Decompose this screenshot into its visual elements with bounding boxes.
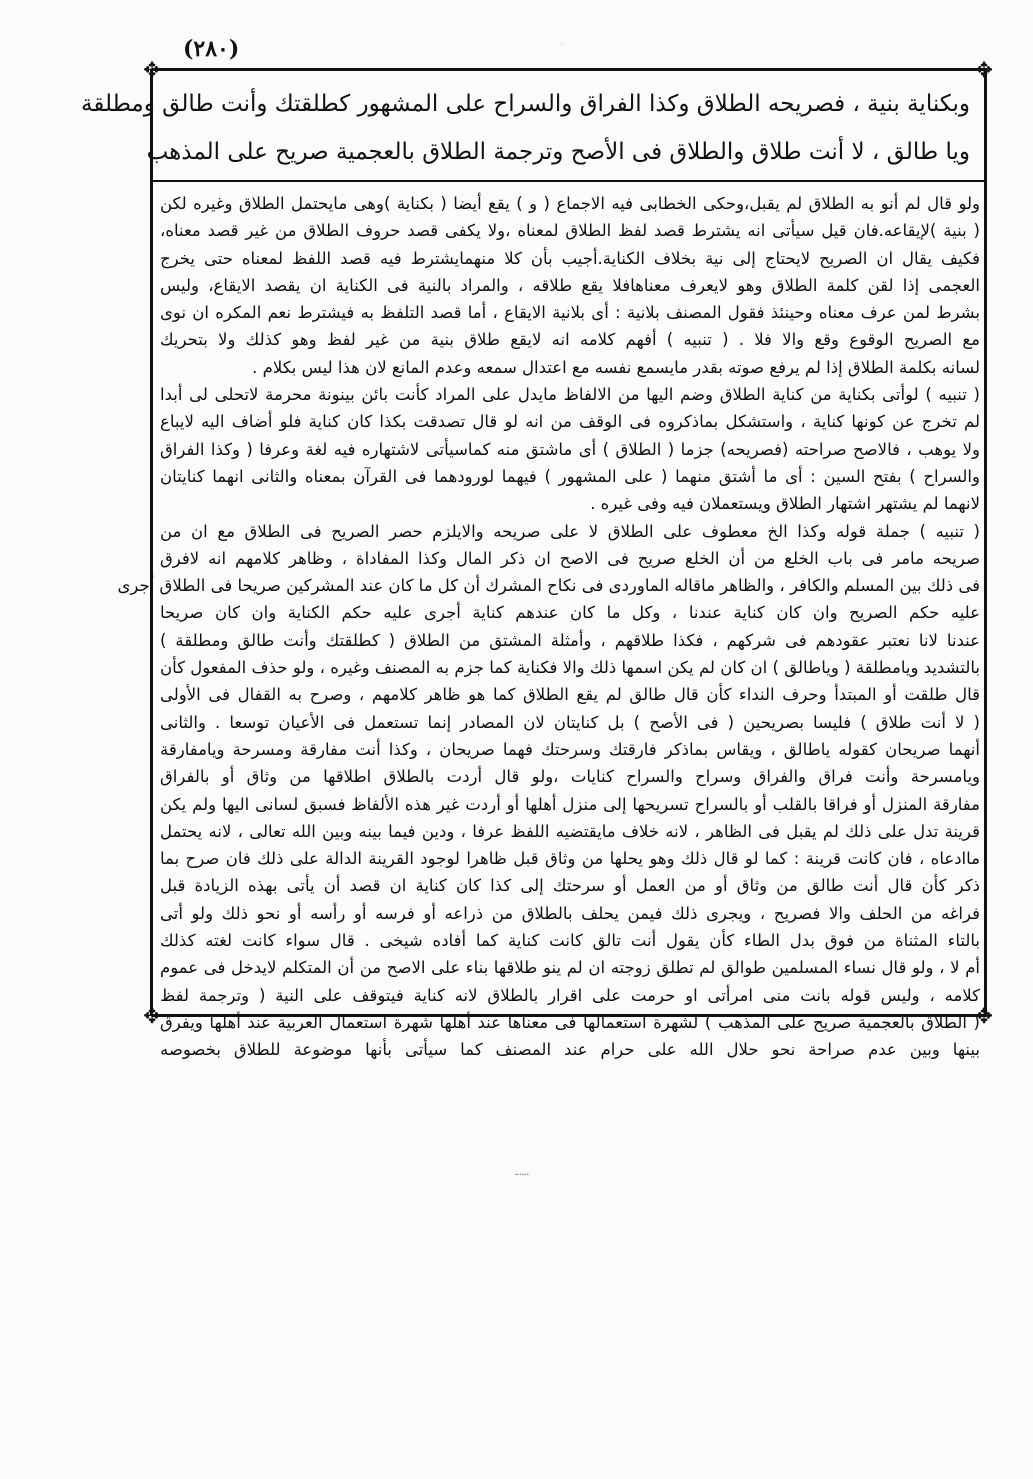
sharh-line: قرينة تدل على ذلك لم يقبل فى الظاهر ، لانه خلاف مايقتضيه اللفظ عرفا ، ودين فيما بينه وبين الله تعالى ، لانه يحتمل <box>160 821 980 841</box>
matn-line: ويا طالق ، لا أنت طلاق والطلاق فى الأصح وترجمة الطلاق بالعجمية صريح على المذهب <box>146 139 970 165</box>
sharh-line: العجمى إذا لقن كلمة الطلاق وهو لايعرف معناهافلا يقع طلاقه ، والمراد بالنية فى الكناية ان يقصد الايقاع، وليس <box>160 275 980 295</box>
sharh-line: ماادعاه ، فان كانت قرينة : كما لو قال ذلك وهو يحلها من وثاق قبل ظاهرا لوجود القرينة الدالة على ذلك فان صرح بما <box>160 849 980 869</box>
sharh-line: صريحه مامر فى باب الخلع من أن الخلع صريح فى الاصح ان ذكر المال وكذا المفاداة ، وظاهر كلامهم انه لافرق <box>160 548 980 568</box>
top-rule <box>152 68 987 71</box>
corner-ornament-bottom-left-icon: ✥ <box>143 1004 161 1028</box>
sharh-line: والسراح ) بفتح السين : أى ما أشتق منهما ( على المشهور ) فيهما لورودهما فى القرآن بمعناه والثانى انهما كنايتان <box>160 466 980 486</box>
sharh-line: لانهما لم يشتهر اشتهار الطلاق ويستعملان فيه وفى غيره . <box>590 494 980 514</box>
corner-ornament-top-left-icon: ✥ <box>143 58 161 82</box>
corner-ornament-top-right-icon: ✥ <box>975 58 993 82</box>
frame-right-line <box>984 70 987 1015</box>
sharh-line: بالتاء المثناة من فوق بدل الطاء كأن يقول أنت تالق كانت كناية كما أفاده شيخى . قال سواء كانت لغته كذلك <box>160 931 980 951</box>
sharh-line: لسانه بكلمة الطلاق إذا لم يرفع صوته بقدر مايسمع نفسه مع اعتدال سمعه وعدم المانع لان هذا ليس بكلام . <box>252 357 980 377</box>
sharh-line: ( بنية )لإيقاعه.فان قيل سيأتى انه يشترط قصد لفظ الطلاق لمعناه ،ولا يكفى قصد حروف الطلاق من غير قصد معناه، <box>160 221 980 241</box>
matn-text-block <box>80 80 970 180</box>
sharh-line: فى ذلك بين المسلم والكافر ، والظاهر ماقاله الماوردى فى نكاح المشرك أن كل ما كان عند المشركين صريحا فى الطلاق أجرى <box>117 576 980 596</box>
top-mark: · <box>560 40 564 51</box>
footer-mark: ‫.ـ.ـ‬ <box>515 1164 530 1178</box>
sharh-line: بينها وبين عدم صراحة نحو حلال الله على حرام عند المصنف كما سيأتى بأنها موضوعة للطلاق بخصوصه <box>160 1040 980 1060</box>
matn-separator-rule <box>152 180 987 182</box>
sharh-line: لم تخرج عن كونها كناية ، واستشكل بماذكروه فى الوقف من انه لو قال تصدقت بكذا كان كناية فلو أضاف اليه لايباع <box>160 412 980 432</box>
sharh-line: أم لا ، ولو قال نساء المسلمين طوالق لم تطلق زوجته ان لم ينو طلاقها بناء على الاصح من أن المتكلم لايدخل فى عموم <box>160 958 980 978</box>
corner-ornament-bottom-right-icon: ✥ <box>975 1004 993 1028</box>
sharh-line: ( لا أنت طلاق ) فليسا بصريحين ( فى الأصح ) بل كنايتان لان المصادر إنما تستعمل فى الأعيان توسعا . والثانى <box>160 712 980 732</box>
sharh-line: ذكر كأن قال أنت طالق من وثاق أو من العمل أو سرحتك إلى كذا كان كناية ان قصد أن يأتى بهذه الزيادة قبل <box>160 876 980 896</box>
sharh-line: بشرط لمن عرف معناه وحينئذ فقول المصنف بلانية : أى بلانية الايقاع ، أما قصد التلفظ به فيشترط نعم المكره ان نوى <box>160 303 980 323</box>
sharh-line: ( تنبيه ) جملة قوله وكذا الخ معطوف على الطلاق لا على صريحه والايلزم حصر الصريح فى الطلاق مع ان من <box>160 521 980 541</box>
sharh-text-block <box>117 190 980 1060</box>
sharh-line: عليه حكم الصريح وان كان كناية عندنا ، وكل ما كان عندهم كناية أجرى عليه حكم الكناية وان كان صريحا <box>160 603 980 623</box>
sharh-line: أنهما صريحان كقوله ياطالق ، ويقاس بماذكر فارقتك وسرحتك فهما صريحان ، وكذا أنت مفارقة ومسرحة ويامفارقة <box>160 739 980 759</box>
sharh-line: ويامسرحة وأنت فراق والفراق وسراح والسراح كنايات ،ولو قال أردت بالطلاق اطلاقها من وثاق أو بالفراق <box>160 767 980 787</box>
matn-line: وبكناية بنية ، فصريحه الطلاق وكذا الفراق والسراح على المشهور كطلقتك وأنت طالق ومطلقة <box>80 91 970 117</box>
sharh-line: عندنا لانا نعتبر عقودهم فى شركهم ، فكذا طلاقهم ، وأمثلة المشتق من الطلاق ( كطلقتك وأنت طالق ومطلقة ) <box>160 630 980 650</box>
sharh-line: مفارقة المنزل أو فراقا بالقلب أو بالسراح تسريحها إلى منزل أهلها أو أردت غير هذه الألفاظ فسبق لسانى اليها ولم يكن <box>160 794 980 814</box>
sharh-line: فكيف يقال ان الصريح لايحتاج إلى نية بخلاف الكناية.أجيب بأن كلا منهمايشترط فيه قصد اللفظ لمعناه حتى يخرج <box>160 248 980 268</box>
sharh-line: مع الصريح الوقوع وقع والا فلا . ( تنبيه ) أفهم كلامه انه لايقع طلاق بنية من غير لفظ وهو كذلك ولا بتحريك <box>160 330 980 350</box>
page-number: (٢٨٠) <box>183 36 240 62</box>
sharh-line: ولا يوهب ، فالاصح صراحته (فصريحه) جزما ( الطلاق ) أى ماشتق منه كماسيأتى لاشتهاره فيه لغة وعرفا ( وكذا الفراق <box>160 439 980 459</box>
frame-left-line <box>150 70 153 1015</box>
sharh-line: ولو قال لم أنو به الطلاق لم يقبل،وحكى الخطابى فيه الاجماع ( و ) يقع أيضا ( بكناية )وهى مايحتمل الطلاق وغيره لكن <box>160 194 980 213</box>
sharh-line: قال طلقت أو المبتدأ وحرف النداء كأن قال طالق لم يقع الطلاق كما هو ظاهر كلامهم ، وصرح به القفال فى الأولى <box>160 685 980 705</box>
sharh-line: بالتشديد ويامطلقة ( وياطالق ) ان كان لم يكن اسمها ذلك والا فكناية كما جزم به المصنف وغيره ، ولو حذف المفعول كأن <box>160 658 980 678</box>
sharh-line: فراغه من الحلف والا فصريح ، ويجرى ذلك فيمن يحلف بالطلاق من ذراعه أو فرسه أو رأسه أو نحو ذلك ولو أتى <box>160 903 980 923</box>
sharh-line: كلامه ، وليس قوله بانت منى امرأتى او حرمت على اقرار بالطلاق لانه كناية فيتوقف على النية ( وترجمة لفظ <box>160 985 980 1005</box>
sharh-line: ( الطلاق بالعجمية صريح على المذهب ) لشهرة استعمالها فى معناها عند أهلها شهرة استعمال العربية عند أهلها ويفرق <box>160 1012 980 1032</box>
sharh-line: ( تنبيه ) لوأتى بكناية من كناية الطلاق وضم اليها من الالفاظ مايدل على المراد كأنت بائن بينونة محرمة لاتحلى لى أبدا <box>160 385 980 405</box>
